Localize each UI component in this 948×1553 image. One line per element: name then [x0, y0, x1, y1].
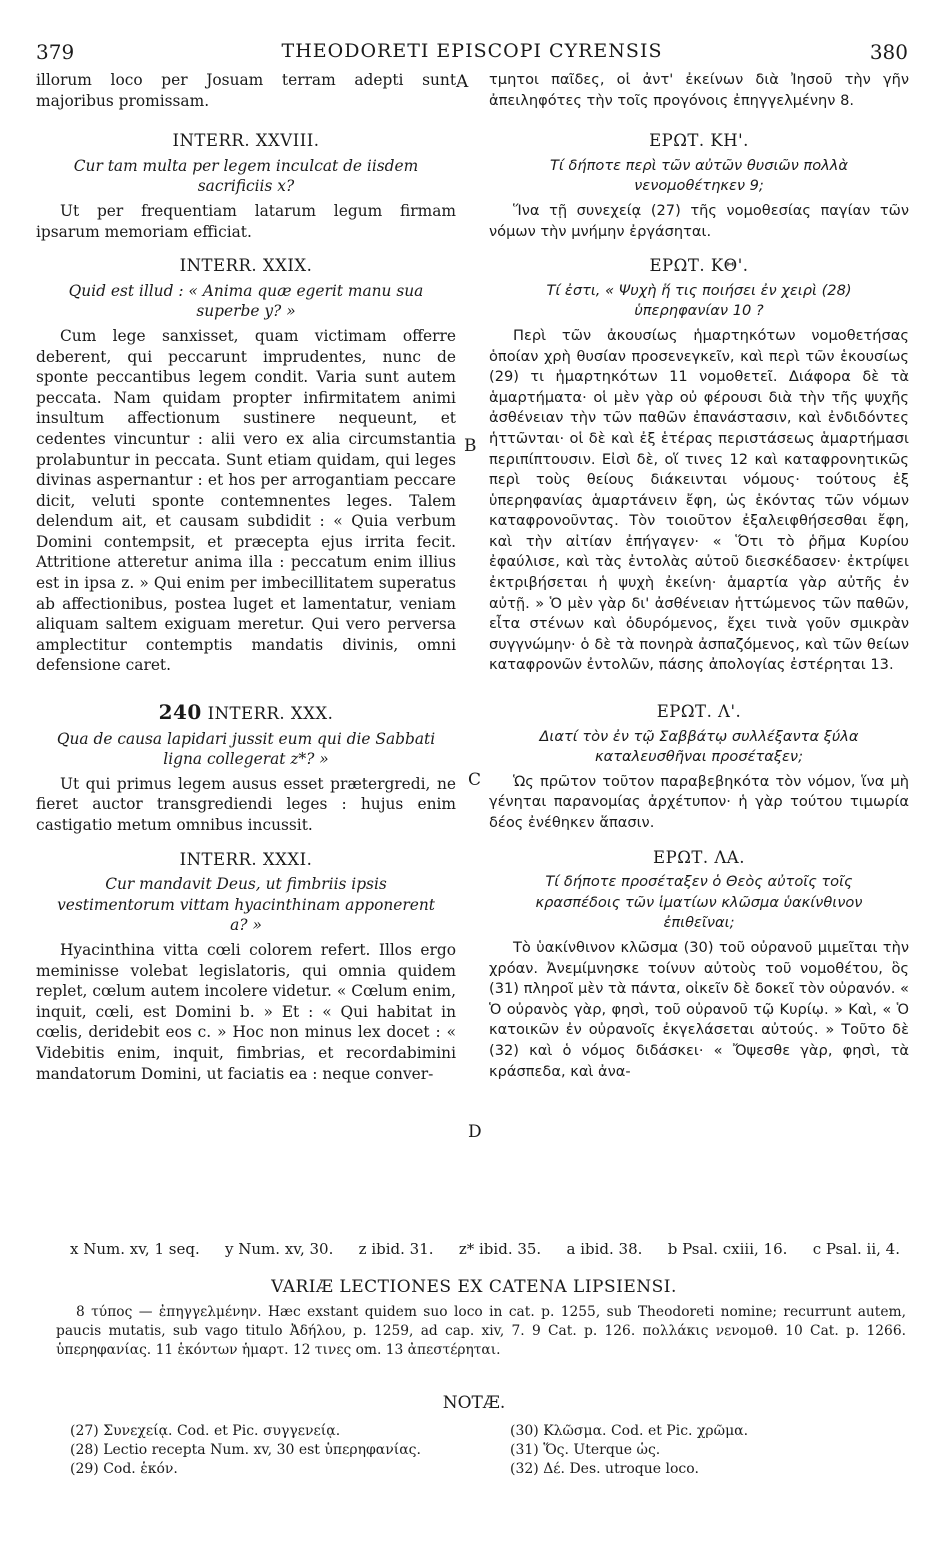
scripture-references: [70, 1240, 900, 1258]
page-number-right: 380: [869, 40, 908, 64]
latin-column: [36, 70, 456, 1084]
note-item: (27) Συνεχείᾳ. Cod. et Pic. συγγενείᾳ.: [70, 1423, 341, 1439]
greek-intro: τμητοι παῖδες, οἱ ἀντ' ἐκείνων διὰ Ἰησοῦ τὴν γῆν ἀπειληφότες τὴν τοῖς προγόνοις ἐπηγγελμένην 8.: [489, 71, 909, 109]
latin-question-31: Cur mandavit Deus, ut fimbriis ipsis vestimentorum vittam hyacinthinam apponerent a? »: [57, 875, 435, 935]
greek-answer-30: Ὡς πρῶτον τοῦτον παραβεβηκότα τὸν νόμον, ἵνα μὴ γένηται παρανομίας ἀρχέτυπον· ἡ γὰρ τούτου τιμωρία δέος ἐνέθηκεν ἅπασιν.: [489, 772, 909, 831]
latin-answer-30: Ut qui primus legem ausus esset prætergredi, ne fieret auctor transgrediendi leges : hujus enim castigatio metum omnibus incussit.: [36, 774, 456, 834]
latin-heading-30-label: INTERR. XXX.: [207, 704, 334, 724]
variae-lectiones-title: VARIÆ LECTIONES EX CATENA LIPSIENSI.: [271, 1277, 677, 1297]
note-item: (31) Ὅς. Uterque ὡς.: [510, 1442, 661, 1458]
note-item: (30) Κλῶσμα. Cod. et Pic. χρῶμα.: [510, 1423, 749, 1439]
notes-left: [70, 1422, 470, 1479]
greek-heading-29: ΕΡΩΤ. ΚΘ'.: [649, 256, 749, 276]
note-item: (32) Δέ. Des. utroque loco.: [510, 1461, 699, 1477]
latin-answer-28: Ut per frequentiam latarum legum firmam ipsarum memoriam efficiat.: [36, 201, 456, 241]
latin-answer-31: Hyacinthina vitta cœli colorem refert. Illos ergo meminisse volebat legislatoris, qui omnia quidem replet, cœlum autem incolere videtur. « Cœlum enim, inquit, cœli, est Domini b. » Et : « Qui habitat in cœlis, deridebit eos c. » Hoc non minus lex docet : « Videbitis enim, inquit, fimbrias, et recordabimini mandatorum Domini, ut faciatis ea : neque conver-: [36, 940, 456, 1083]
scripture-ref: b Psal. cxiii, 16.: [667, 1240, 788, 1258]
scripture-ref: z* ibid. 35.: [458, 1240, 542, 1258]
latin-heading-28: INTERR. XXVIII.: [172, 131, 320, 151]
greek-question-29: Τί ἐστι, « Ψυχὴ ἥ τις ποιήσει ἐν χειρὶ (28) ὑπερηφανίαν 10 ?: [546, 281, 852, 320]
greek-answer-29: Περὶ τῶν ἀκουσίως ἡμαρτηκότων νομοθετήσας ὁποίαν χρὴ θυσίαν προσενεγκεῖν, καὶ περὶ τῶν ἑκουσίως (29) τι ἡμαρτηκότων 11 νομοθετεῖ. Διάφορα δὲ τὰ ἁμαρτήματα· οἱ μὲν γὰρ οὐ φέρουσι διὰ τὴν τῆς ψυχῆς ἀσθένειαν τὴν τῶν παθῶν ἐπανάστασιν, καὶ ἐνδιδόντες ἡττῶνται· οἱ δὲ καὶ ἐξ ἑτέρας περιστάσεως ἁμαρτήμασι περιπίπτουσιν. Εἰσὶ δὲ, οἵ τινες 12 καὶ καταφρονητικῶς περὶ τοὺς θείους διάκεινται νόμους· τούτους ἐξ ὑπερηφανίας ἁμαρτάνειν ἔφη, ὡς ἑκόντας τῶν νόμων καταφρονοῦντας. Τὸν τοιοῦτον ἐξαλειφθήσεσθαι ἔφη, καὶ τὴν αἰτίαν ἐπήγαγεν· « Ὅτι τὸ ῥῆμα Κυρίου ἐφαύλισε, καὶ τὰς ἐντολὰς αὐτοῦ διεσκέδασεν· ἐκτρίψει ἐκτριβήσεται ἡ ψυχὴ ἐκείνη· ἁμαρτία γὰρ αὐτῆς ἐν αὐτῇ. » Ὁ μὲν γὰρ δι' ἀσθένειαν ἡττώμενος τῶν παθῶν, εἶτα στένων καὶ ὀδυρόμενος, ἔχει τινὰ γοῦν σμικρὰν συγγνώμην· ὁ δὲ τὰ πονηρὰ ἀσπαζόμενος, καὶ τῶν θείων καταφρονῶν ἐντολῶν, πάσης ἀπολογίας ἐστέρηται 13.: [489, 326, 909, 674]
column-number: 240: [158, 700, 202, 725]
note-item: (28) Lectio recepta Num. xv, 30 est ὑπερηφανίας.: [70, 1442, 421, 1458]
greek-heading-30: ΕΡΩΤ. Λ'.: [656, 702, 742, 722]
scripture-ref: y Num. xv, 30.: [225, 1240, 334, 1258]
running-title: THEODORETI EPISCOPI CYRENSIS: [281, 40, 663, 62]
greek-column: [489, 70, 909, 1082]
latin-intro: illorum loco per Josuam terram adepti sunt majoribus promissam.: [36, 71, 456, 110]
notae-title: NOTÆ.: [442, 1393, 506, 1413]
page-number-left: 379: [36, 40, 75, 64]
greek-answer-28: Ἵνα τῇ συνεχείᾳ (27) τῆς νομοθεσίας παγίαν τῶν νόμων τὴν μνήμην ἐργάσηται.: [489, 201, 909, 240]
margin-letter-c: C: [468, 770, 482, 790]
scripture-ref: c Psal. ii, 4.: [812, 1240, 900, 1258]
greek-heading-31: ΕΡΩΤ. ΛΑ.: [653, 847, 745, 867]
scripture-ref: a ibid. 38.: [566, 1240, 643, 1258]
margin-letter-d: D: [468, 1122, 482, 1142]
margin-letter-a: A: [456, 72, 469, 92]
page-header: [36, 40, 908, 66]
greek-question-31: Τί δήποτε προσέταξεν ὁ Θεὸς αὐτοῖς τοῖς κρασπέδοις τῶν ἱματίων κλῶσμα ὑακίνθινον ἐπιθεῖναι;: [535, 873, 863, 932]
latin-heading-29: INTERR. XXIX.: [179, 256, 313, 276]
greek-question-30: Διατί τὸν ἐν τῷ Σαββάτῳ συλλέξαντα ξύλα καταλευσθῆναι προσέταξεν;: [539, 727, 859, 766]
greek-answer-31: Τὸ ὑακίνθινον κλῶσμα (30) τοῦ οὐρανοῦ μιμεῖται τὴν χρόαν. Ἀνεμίμνησκε τοίνυν αὐτοὺς τοῦ νομοθέτου, ὃς (31) πληροῖ μὲν τὰ πάντα, οἰκεῖν δὲ δοκεῖ τὸν οὐρανόν. « Ὁ οὐρανὸς γὰρ, φησὶ, τοῦ οὐρανοῦ τῷ Κυρίῳ. » Καὶ, « Ὁ κατοικῶν ἐν οὐρανοῖς ἐκγελάσεται αὐτούς. » Τοῦτο δὲ (32) καὶ ὁ νόμος διδάσκει· « Ὄψεσθε γὰρ, φησὶ, τὰ κράσπεδα, καὶ ἀνα-: [489, 938, 909, 1080]
note-item: (29) Cod. ἑκόν.: [70, 1461, 178, 1477]
variae-lectiones-text: 8 τύπος — ἐπηγγελμένην. Hæc exstant quidem suo loco in cat. p. 1255, sub Theodoreti nomine; recurrunt autem, paucis mutatis, sub vago titulo Ἀδήλου, p. 1259, ad cap. xiv, 7. 9 Cat. p. 126. πολλάκις νενομοθ. 10 Cat. p. 1266. ὑπερηφανίας. 11 ἑκόντων ἡμαρτ. 12 τινες om. 13 ἀπεστέρηται.: [56, 1304, 906, 1358]
greek-heading-28: ΕΡΩΤ. ΚΗ'.: [649, 131, 749, 151]
latin-question-30: Qua de causa lapidari jussit eum qui die Sabbati ligna collegerat z*? »: [56, 729, 436, 769]
greek-question-28: Τί δήποτε περὶ τῶν αὐτῶν θυσιῶν πολλὰ νενομοθέτηκεν 9;: [549, 156, 849, 195]
latin-heading-31: INTERR. XXXI.: [179, 849, 313, 869]
latin-answer-29: Cum lege sanxisset, quam victimam offerre deberent, qui peccarunt imprudentes, nunc de sponte peccantibus legem condit. Varia sunt autem peccata. Nam quidam propter infirmitatem animi insultum affectionum sustinere nequeunt, et cedentes vincuntur : alii vero ex alia circumstantia prolabuntur in peccata. Sunt etiam quidam, qui leges divinas aspernantur : et hos per arrogantiam peccare dicit, veluti sponte contemnentes leges. Talem delendum ait, et causam subdidit : « Quia verbum Domini contempsit, et præcepta ejus irrita fecit. Attritione atteretur anima illa : peccatum enim illius est in ipsa z. » Qui enim per imbecillitatem superatus ab affectionibus, postea luget et lamentatur, veniam aliquam saltem exiguam meretur. Qui vero perversa amplectitur contemptis mandatis divinis, omni defensione caret.: [36, 326, 456, 675]
latin-heading-30: [36, 702, 456, 725]
latin-question-29: Quid est illud : « Anima quæ egerit manu sua superbe y? »: [68, 281, 424, 321]
scripture-ref: z ibid. 31.: [358, 1240, 434, 1258]
notes-right: [510, 1422, 910, 1479]
latin-question-28: Cur tam multa per legem inculcat de iisdem sacrificiis x?: [73, 156, 419, 196]
margin-letter-b: B: [464, 436, 477, 456]
scripture-ref: x Num. xv, 1 seq.: [70, 1240, 200, 1258]
